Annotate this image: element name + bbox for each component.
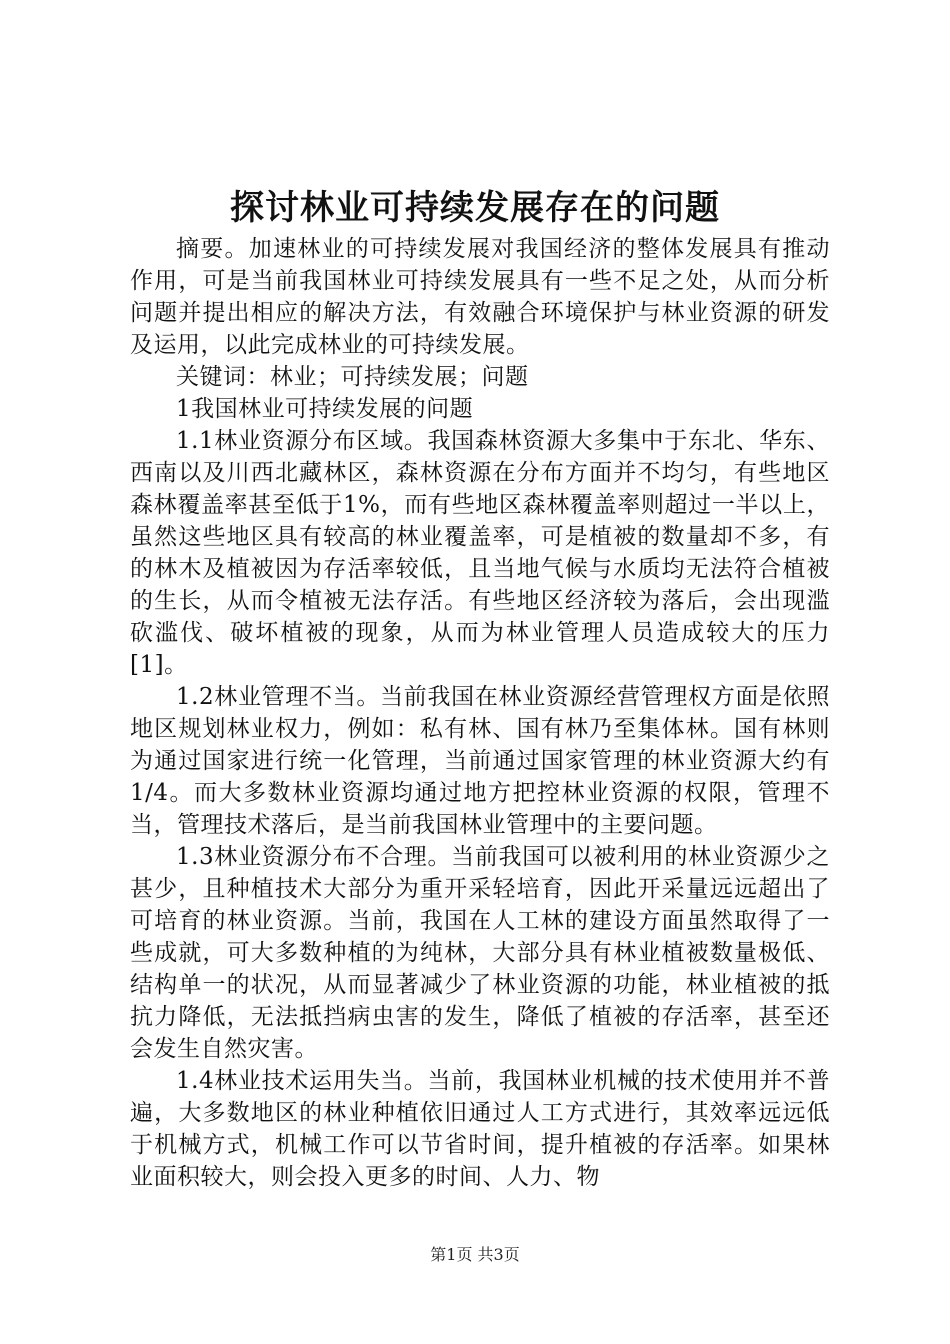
page-footer: 第1页 共3页 [430, 1245, 520, 1264]
section-1-2-paragraph: 1.2林业管理不当。当前我国在林业资源经营管理权方面是依照地区规划林业权力，例如：私有林、国有林乃至集体林。国有林则为通过国家进行统一化管理，当前通过国家管理的林业资源大约有1/4。而大多数林业资源均通过地方把控林业资源的权限，管理不当，管理技术落后，是当前我国林业管理中的主要问题。 [130, 684, 830, 838]
section-1-1-paragraph: 1.1林业资源分布区域。我国森林资源大多集中于东北、华东、西南以及川西北藏林区，森林资源在分布方面并不均匀，有些地区森林覆盖率甚至低于1%，而有些地区森林覆盖率则超过一半以上，虽然这些地区具有较高的林业覆盖率，可是植被的数量却不多，有的林木及植被因为存活率较低，且当地气候与水质均无法符合植被的生长，从而令植被无法存活。有些地区经济较为落后，会出现滥砍滥伐、破坏植被的现象，从而为林业管理人员造成较大的压力[1]。 [130, 428, 830, 678]
page-title: 探讨林业可持续发展存在的问题 [230, 188, 720, 228]
section-1-4-paragraph: 1.4林业技术运用失当。当前，我国林业机械的技术使用并不普遍，大多数地区的林业种植依旧通过人工方式进行，其效率远远低于机械方式，机械工作可以节省时间，提升植被的存活率。如果林业面积较大，则会投入更多的时间、人力、物 [130, 1068, 830, 1190]
document-body [130, 233, 830, 1193]
section-heading: 1我国林业可持续发展的问题 [176, 396, 474, 422]
keywords-paragraph: 关键词：林业；可持续发展；问题 [176, 364, 529, 390]
abstract-paragraph: 摘要。加速林业的可持续发展对我国经济的整体发展具有推动作用，可是当前我国林业可持续发展具有一些不足之处，从而分析问题并提出相应的解决方法，有效融合环境保护与林业资源的研发及运用，以此完成林业的可持续发展。 [130, 236, 830, 358]
section-1-3-paragraph: 1.3林业资源分布不合理。当前我国可以被利用的林业资源少之甚少，且种植技术大部分为重开采轻培育，因此开采量远远超出了可培育的林业资源。当前，我国在人工林的建设方面虽然取得了一些成就，可大多数种植的为纯林，大部分具有林业植被数量极低、结构单一的状况，从而显著减少了林业资源的功能，林业植被的抵抗力降低，无法抵挡病虫害的发生，降低了植被的存活率，甚至还会发生自然灾害。 [130, 844, 830, 1062]
